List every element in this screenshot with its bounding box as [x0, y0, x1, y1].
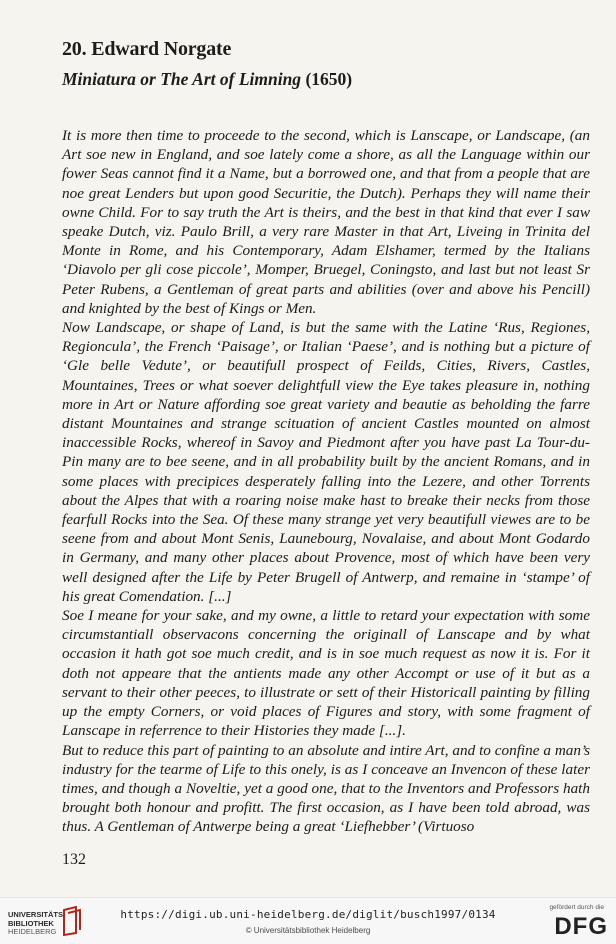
library-name-line: UNIVERSITÄTS- [8, 910, 66, 919]
page-subheading [62, 69, 352, 90]
library-name-line: HEIDELBERG [8, 927, 57, 937]
page-heading: 20. Edward Norgate [62, 38, 232, 60]
viewer-footer [0, 897, 616, 944]
library-name-line: BIBLIOTHEK [8, 918, 54, 928]
subheading-year: (1650) [305, 69, 353, 89]
paragraph: It is more then time to proceede to the second, which is Lanscape, or Landscape, (an Art soe new in England, and soe lately come a shore, as all the Language within our fower Seas cannot find it a Name, but a borrowed one, and that from a people that are noe great Lenders but upon good Securitie, the Dutch). Perhaps they will name their owne Child. For to say truth the Art is theirs, and the best in that kind that ever I saw speake Dutch, viz. Paulo Brill, a very rare Master in that Art, Liveing in Trinita del Monte in Rome, and his Contemporary, Adam Elshamer, termed by the Italians ‘Diavolo per gli cose piccole’, Momper, Bruegel, Coningsto, and last but not least Sr Peter Rubens, a Gentleman of great parts and abilities (over and above his Pencill) and knighted by the best of Kings or Men. [62, 127, 590, 317]
paragraph: But to reduce this part of painting to an absolute and intire Art, and to confine a man’s industry for the tearme of Life to this onely, is as I conceave an Invencon of these later times, and though a Noveltie, yet a good one, that to the Inventors and Professors hath brought both honour and profitt. The first occasion, as I have been told abroad, was thus. A Gentleman of Antwerpe being a great ‘Liefhebber’ (Virtuoso [62, 741, 590, 836]
funded-by-label: gefördert durch die [549, 904, 604, 911]
body-text [62, 126, 590, 837]
dfg-logo: DFG [554, 913, 608, 940]
copyright-notice: © Universitätsbibliothek Heidelberg [245, 926, 371, 935]
paragraph: Soe I meane for your sake, and my owne, a little to retard your expectation with some circumstantiall observacons concerning the originall of Lanscape and by what occasion it hath got soe much credit, and is in soe much request as now it is. For it doth not appeare that the antients made any other Accompt or use of it but as a servant to their other peeces, to illustrate or sett of their Historicall painting by filling up the empty Corners, or void places of Figures and story, with some fragment of Lanscape in referrence to their Histories they made [...]. [62, 607, 590, 740]
permalink-url[interactable]: https://digi.ub.uni-heidelberg.de/diglit/busch1997/0134 [120, 908, 496, 921]
subheading-title: Miniatura or The Art of Limning [62, 69, 302, 89]
paragraph: Now Landscape, or shape of Land, is but the same with the Latine ‘Rus, Regiones, Regioncula’, the French ‘Paisage’, or Italian ‘Paese’, and is nothing but a picture of ‘Gle belle Vedute’, or beautifull prospect of Feilds, Cities, Rivers, Castles, Mountaines, Trees or what soever delightfull view the Eye takes pleasure in, nothing more in Art or Nature affording soe great variety and beautie as beholding the farre distant Mountaines and strange scituation of ancient Castles mounted on almost inaccessible Rocks, whereof in Savoy and Piedmont after you have past La Tour-du-Pin many are to bee seene, and in all probability built by the ancient Romans, and in some places with precipices desperately falling into the Lezere, and other Torrents about the Alpes that with a roaring noise make hast to breake their necks from those fearfull Rocks into the Sea. Of these many strange yet very beautifull viewes are to be seene from and about Mont Senis, Launebourg, Novalaise, and about Mont Godardo in Germany, and many other places about Provence, most of which have been very well designed after the Life by Peter Brugell of Antwerp, and remaine in ‘stampe’ of his great Comendation. [...] [62, 319, 590, 605]
page-number: 132 [62, 851, 86, 868]
